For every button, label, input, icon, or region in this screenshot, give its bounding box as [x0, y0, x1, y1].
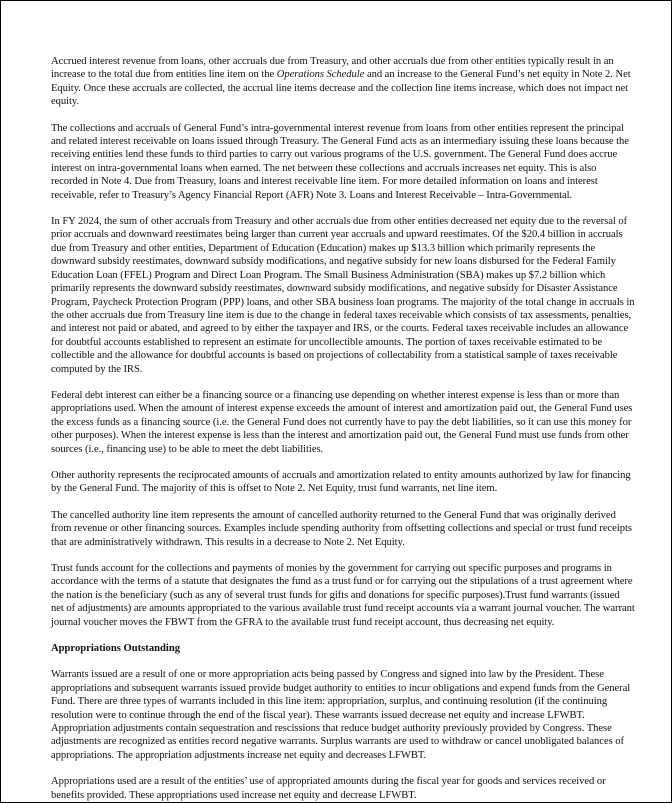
paragraph-accrued-interest	[51, 55, 635, 109]
paragraph-appropriations-used: Appropriations used are a result of the entities’ use of appropriated amounts during the fiscal year for goods and services received or benefits provided. These appropriations used increase net equity and decrease LFWBT.	[51, 776, 606, 801]
paragraph-intragovernmental-interest: The collections and accruals of General Fund’s intra-governmental interest revenue from loans from other entities represent the principal and related interest receivable on loans issued through Treasury. The General Fund acts as an intermediary issuing these loans because the receiving entities lend these funds to third parties to carry out various programs of the U.S. government. The General Fund does accrue interest on intra-governmental loans when earned. The net between these collections and accruals increases net equity. This is also recorded in Note 4. Due from Treasury, loans and interest receivable line item. For more detailed information on loans and interest receivable, refer to Treasury’s Agency Financial Report (AFR) Note 3. Loans and Interest Receivable – Intra-Governmental.	[51, 122, 629, 201]
paragraph-warrants-issued: Warrants issued are a result of one or more appropriation acts being passed by Congress and signed into law by the President. These appropriations and subsequent warrants issued provide budget authority to entities to incur obligations and expend funds from the General Fund. There are three types of warrants included in this line item: appropriation, surplus, and continuing resolution (if the continuing resolution were to continue through the end of the fiscal year). These warrants issued decrease net equity and increase LFWBT. Appropriation adjustments contain sequestration and rescissions that reduce budget authority previously provided by Congress. These adjustments are recognized as entities record negative warrants. Surplus warrants are used to withdraw or cancel unobligated balances of appropriations. The appropriation adjustments increase net equity and decreases LFWBT.	[51, 669, 631, 761]
paragraph-trust-funds: Trust funds account for the collections and payments of monies by the government for carrying out specific purposes and programs in accordance with the terms of a statute that designates the fund as a trust fund or for carrying out the stipulations of a trust agreement where the nation is the beneficiary (such as any of several trust funds for gifts and donations for specific purposes).Trust fund warrants (issued net of adjustments) are amounts appropriated to the various available trust fund receipt accounts via a warrant journal voucher. The warrant journal voucher moves the FBWT from the GFRA to the available trust fund receipt account, thus decreasing net equity.	[51, 563, 635, 628]
paragraph-other-authority: Other authority represents the reciprocated amounts of accruals and amortization related to entity amounts authorized by law for financing by the General Fund. The majority of this is offset to Note 2. Net Equity, trust fund warrants, net line item.	[51, 469, 631, 495]
paragraph-text: Accrued interest revenue from loans, other accruals due from Treasury, and other accruals due from other entities typically result in an increase to the total due from entities line item on the	[51, 56, 614, 81]
paragraph-federal-debt-interest: Federal debt interest can either be a financing source or a financing use depending on whether interest expense is less than or more than appropriations used. When the amount of interest expense exceeds the amount of interest and amortization paid out, the General Fund uses the excess funds as a financing source (i.e. the General Fund does not currently have to pay the debt liabilities, so it can use this money for other purposes). When the interest expense is less than the interest and amortization paid out, the General Fund must use funds from other sources (i.e., financing use) to be able to meet the debt liabilities.	[51, 389, 633, 455]
paragraph-text: and an increase to the General Fund’s net equity in Note 2. Net Equity. Once these accruals are collected, the accrual line items decrease and the collection line items increase, which does not impact net equity.	[51, 69, 631, 108]
section-heading-appropriations-outstanding: Appropriations Outstanding	[51, 643, 181, 655]
paragraph-fy2024-accruals: In FY 2024, the sum of other accruals from Treasury and other accruals due from other entities decreased net equity due to the reversal of prior accruals and downward reestimates being larger than current year accruals and upward reestimates. Of the $20.4 billion in accruals due from Treasury and other entities, Department of Education (Education) makes up $13.3 billion which primarily represents the downward subsidy reestimates, downward subsidy modifications, and negative subsidy for new loans disbursed for the Federal Family Education Loan (FFEL) Program and Direct Loan Program. The Small Business Administration (SBA) makes up $7.2 billion which primarily represents the downward subsidy reestimates, downward subsidy modifications, and negative subsidy for Disaster Assistance Program, Paycheck Protection Program (PPP) loans, and other SBA business loan programs. The majority of the total change in accruals in the other accruals due from Treasury line item is due to the change in federal taxes receivable which consists of tax assessments, penalties, and interest not paid or abated, and agreed to by either the taxpayer and IRS, or the courts. Federal taxes receivable includes an allowance for doubtful accounts established to represent an estimate for uncollectible amounts. The portion of taxes receivable estimated to be collectible and the allowance for doubtful accounts is based on projections of collectability from a statistical sample of taxes receivable computed by the IRS.	[51, 216, 635, 375]
paragraph-cancelled-authority: The cancelled authority line item represents the amount of cancelled authority returned to the General Fund that was originally derived from revenue or other financing sources. Examples include spending authority from offsetting collections and special or trust fund receipts that are administratively withdrawn. This results in a decrease to Note 2. Net Equity.	[51, 509, 632, 548]
operations-schedule-emphasis: Operations Schedule	[276, 69, 365, 81]
